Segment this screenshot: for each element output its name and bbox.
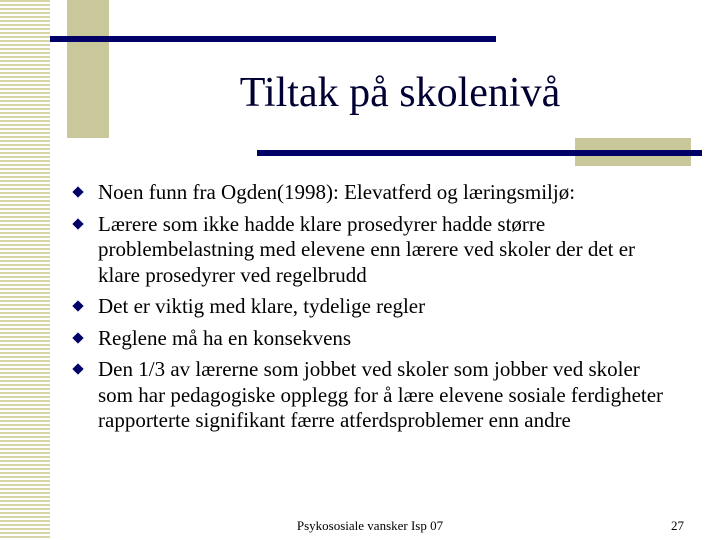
- diamond-bullet-icon: [72, 218, 83, 229]
- diamond-bullet-icon: [72, 363, 83, 374]
- slide-title: Tiltak på skolenivå: [239, 70, 561, 116]
- bullet-text: Noen funn fra Ogden(1998): Elevatferd og læringsmiljø:: [98, 180, 576, 204]
- bullet-text: Reglene må ha en konsekvens: [98, 325, 352, 350]
- decorative-box-left: [67, 0, 109, 138]
- diamond-bullet-icon: [72, 300, 83, 311]
- decorative-bar-bottom: [257, 150, 702, 156]
- diamond-bullet-icon: [72, 332, 83, 343]
- page-number: 27: [671, 518, 684, 533]
- bullet-item: [74, 294, 674, 320]
- diamond-bullet-icon: [72, 186, 83, 197]
- bullet-item: [74, 326, 674, 352]
- bullet-item: [74, 180, 674, 206]
- bullet-text: Lærere som ikke hadde klare prosedyrer hadde større problembelastning med elevene enn lærere ved skoler der det er klare prosedyrer ved regelbrudd: [98, 211, 636, 287]
- bullet-text: Det er viktig med klare, tydelige regler: [98, 294, 426, 318]
- bullet-text: Den 1/3 av lærerne som jobbet ved skoler som jobber ved skoler som har pedagogiske opplegg for å lære elevene sosiale ferdigheter rapporterte signifikant færre atferdsproblemer enn andre: [98, 357, 664, 432]
- bullet-item: [74, 212, 674, 289]
- bullet-list: [74, 180, 674, 440]
- decorative-bar-top: [50, 36, 496, 42]
- bullet-item: [74, 357, 674, 434]
- decorative-stripes: [0, 0, 50, 540]
- footer-text: Psykososiale vansker Isp 07: [296, 518, 444, 533]
